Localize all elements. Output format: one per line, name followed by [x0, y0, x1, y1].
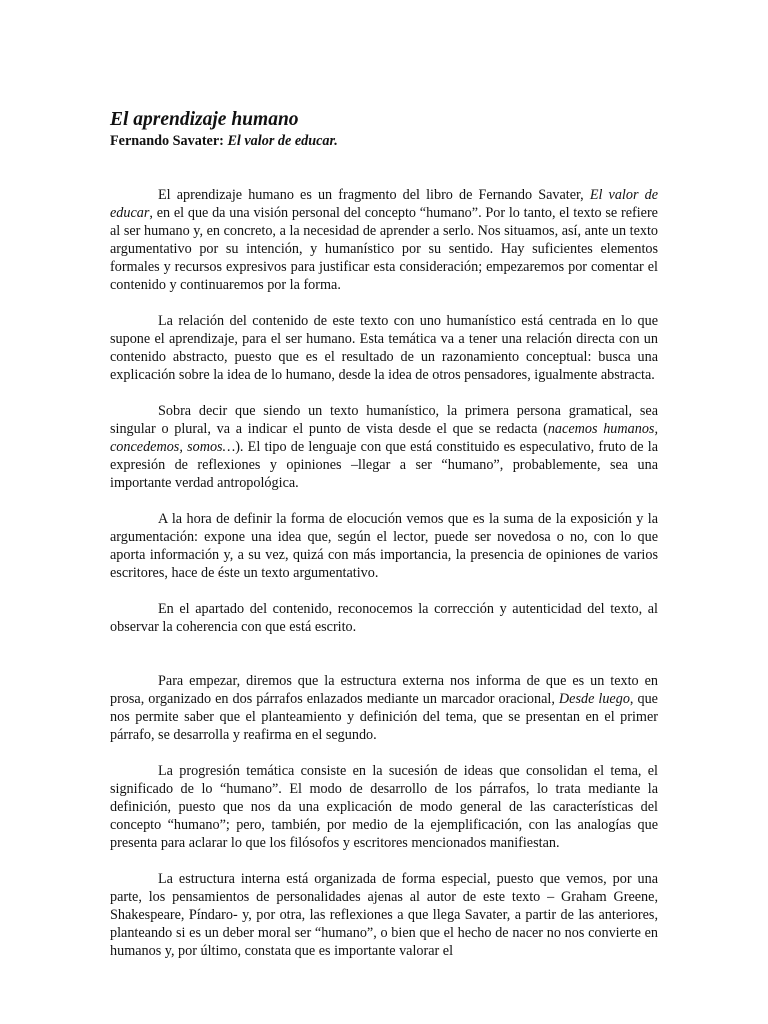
paragraph [110, 312, 658, 384]
paragraph [110, 510, 658, 582]
text-run: La progresión temática consiste en la sucesión de ideas que consolidan el tema, el significado de lo “humano”. El modo de desarrollo de los párrafos, lo trata mediante la definición, puesto que nos da una explicación de modo general de las características del concepto “humano”; pero, también, por medio de la ejemplificación, con las analogías que presenta para aclarar lo que los filósofos y escritores mencionados manifiestan. [110, 763, 658, 851]
document-body [110, 186, 658, 960]
text-run: La relación del contenido de este texto con uno humanístico está centrada en lo que supone el aprendizaje, para el ser humano. Esta temática va a tener una relación directa con un contenido abstracto, puesto que es el resultado de un razonamiento conceptual: busca una explicación sobre la idea de lo humano, desde la idea de otros pensadores, igualmente abstracta. [110, 313, 658, 383]
text-run: La estructura interna está organizada de forma especial, puesto que vemos, por una parte, los pensamientos de personalidades ajenas al autor de este texto – Graham Greene, Shakespeare, Píndaro- y, por otra, las reflexiones a que llega Savater, a partir de las anteriores, planteando si es un deber moral ser “humano”, o bien que el hecho de nacer no nos convierte en humanos y, por último, constata que es importante valorar el [110, 871, 658, 959]
text-run: , en el que da una visión personal del concepto “humano”. Por lo tanto, el texto se refiere al ser humano y, en concreto, a la necesidad de aprender a serlo. Nos situamos, así, ante un texto argumentativo por su intención, y humanístico por su sentido. Hay suficientes elementos formales y recursos expresivos para justificar esta consideración; empezaremos por comentar el contenido y continuaremos por la forma. [110, 205, 658, 293]
italic-text: El valor de educar [110, 187, 658, 221]
document-title: El aprendizaje humano [110, 109, 299, 130]
book-title: El valor de educar. [227, 133, 338, 149]
text-run: , que nos permite saber que el planteamiento y definición del tema, que se presentan en el primer párrafo, se desarrolla y reafirma en el segundo. [110, 691, 658, 743]
paragraph [110, 762, 658, 852]
text-run: ). El tipo de lenguaje con que está constituido es especulativo, fruto de la expresión de reflexiones y opiniones –llegar a ser “humano”, probablemente, sea una importante verdad antropológica. [110, 439, 658, 491]
paragraph [110, 870, 658, 960]
paragraph [110, 600, 658, 636]
italic-text: Desde luego [558, 691, 630, 707]
paragraph [110, 672, 658, 744]
italic-text: nacemos humanos, concedemos, somos… [110, 421, 658, 455]
text-run: Para empezar, diremos que la estructura externa nos informa de que es un texto en prosa, organizado en dos párrafos enlazados mediante un marcador oracional, [110, 673, 658, 707]
document-subtitle [110, 132, 660, 150]
author-name: Fernando Savater: [110, 133, 224, 149]
text-run: Sobra decir que siendo un texto humanístico, la primera persona gramatical, sea singular o plural, va a indicar el punto de vista desde el que se redacta ( [110, 403, 658, 437]
text-run: En el apartado del contenido, reconocemos la corrección y autenticidad del texto, al observar la coherencia con que está escrito. [110, 601, 658, 635]
text-run: El aprendizaje humano es un fragmento del libro de Fernando Savater, [158, 187, 590, 203]
document-header [110, 108, 660, 150]
paragraph [110, 402, 658, 492]
text-run: A la hora de definir la forma de elocución vemos que es la suma de la exposición y la argumentación: expone una idea que, según el lector, puede ser novedosa o no, con lo que aporta información y, a su vez, quizá con más importancia, la presencia de opiniones de varios escritores, hace de éste un texto argumentativo. [110, 511, 658, 581]
paragraph [110, 186, 658, 294]
